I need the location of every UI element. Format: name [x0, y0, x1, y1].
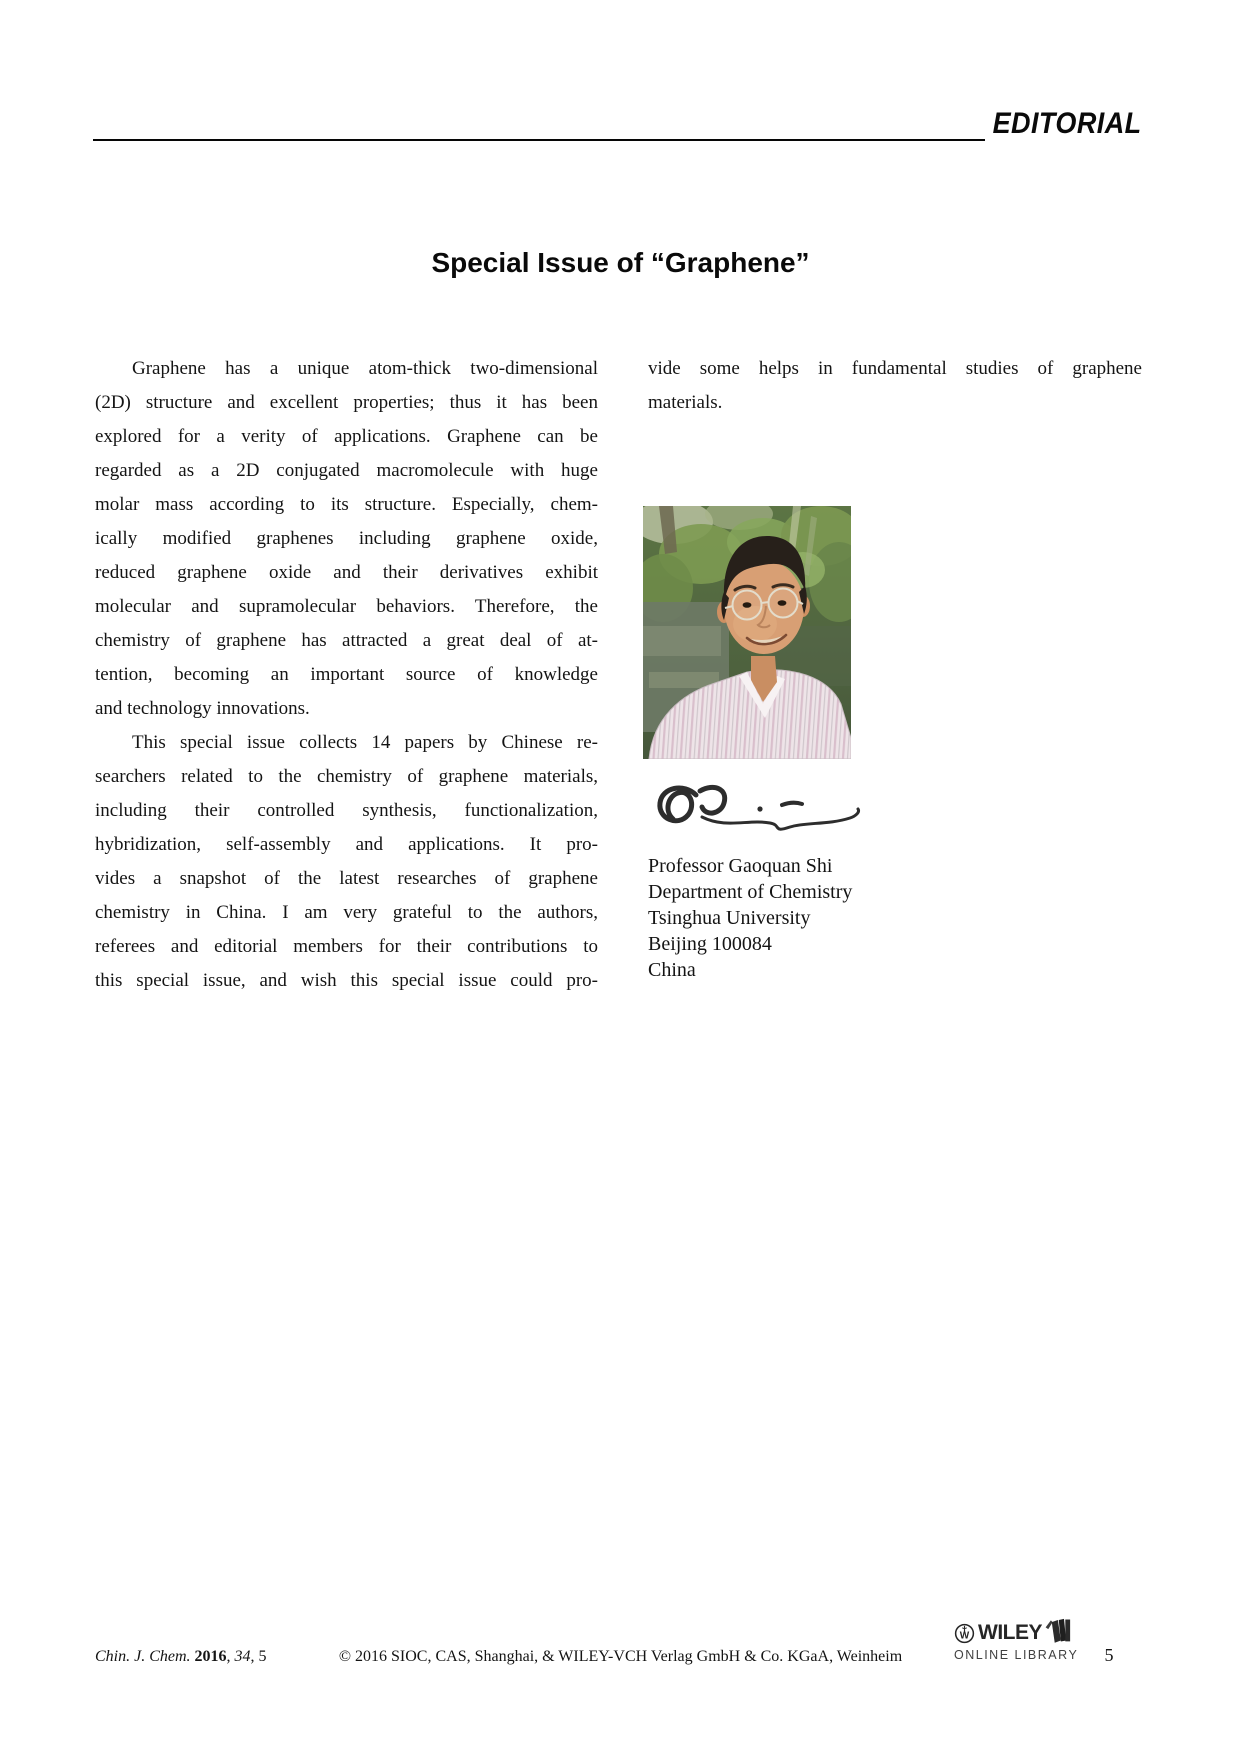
body-text-line: This special issue collects 14 papers by Chinese re- [132, 732, 598, 753]
body-text-line: (2D) structure and excellent properties; thus it has been [95, 392, 598, 413]
body-text-line: referees and editorial members for their contributions to [95, 936, 598, 957]
author-contact-line: Tsinghua University [648, 907, 811, 929]
citation-segment: 2016 [194, 1648, 227, 1665]
citation-segment: Chin. J. Chem. [95, 1648, 191, 1665]
right-text-column [648, 352, 1142, 420]
body-text-line: regarded as a 2D conjugated macromolecule with huge [95, 460, 598, 481]
body-text-line: reduced graphene oxide and their derivatives exhibit [95, 562, 598, 583]
book-stack-icon [1043, 1615, 1071, 1645]
body-text-line: molecular and supramolecular behaviors. Therefore, the [95, 596, 598, 617]
author-signature [644, 781, 894, 849]
body-text-line: and technology innovations. [95, 698, 310, 719]
article-title: Special Issue of “Graphene” [431, 247, 810, 278]
author-portrait-illustration [643, 506, 851, 759]
author-contact-line: Department of Chemistry [648, 881, 853, 903]
body-text-line: this special issue, and wish this special issue could pro- [95, 970, 598, 991]
body-text-line: vide some helps in fundamental studies of graphene [648, 358, 1142, 379]
body-text-line: vides a snapshot of the latest researches of graphene [95, 868, 598, 889]
body-text-line: materials. [648, 392, 723, 413]
left-text-column [95, 352, 598, 998]
citation-segment: 34 [234, 1648, 251, 1665]
body-text-line: chemistry of graphene has attracted a great deal of at- [95, 630, 598, 651]
citation-segment: , 5 [250, 1648, 267, 1665]
body-text-line: searchers related to the chemistry of graphene materials, [95, 766, 598, 787]
body-text-line: explored for a verity of applications. Graphene can be [95, 426, 598, 447]
header-rule [93, 139, 985, 141]
wiley-sub-text: ONLINE LIBRARY [954, 1648, 1079, 1662]
author-contact-line: China [648, 959, 696, 981]
wiley-brand-text: WILEY [978, 1621, 1042, 1644]
body-text-line: chemistry in China. I am very grateful to the authors, [95, 902, 598, 923]
wiley-brand-row [954, 1620, 1074, 1646]
editorial-label: EDITORIAL [992, 107, 1142, 140]
wiley-circle-w-icon [954, 1623, 975, 1644]
copyright-line: © 2016 SIOC, CAS, Shanghai, & WILEY-VCH Verlag GmbH & Co. KGaA, Weinheim [338, 1648, 903, 1665]
author-contact-line: Beijing 100084 [648, 933, 772, 955]
body-text-line: molar mass according to its structure. Especially, chem- [95, 494, 598, 515]
body-text-line: ically modified graphenes including graphene oxide, [95, 528, 598, 549]
citation-segment: , [226, 1648, 235, 1665]
author-contact-block [648, 853, 852, 983]
wiley-online-library-logo [954, 1620, 1079, 1662]
author-contact-line: Professor Gaoquan Shi [648, 855, 833, 877]
signature-illustration [644, 781, 894, 849]
svg-text:W: W [959, 1629, 970, 1641]
body-text-line: including their controlled synthesis, functionalization, [95, 800, 598, 821]
body-text-line: tention, becoming an important source of knowledge [95, 664, 598, 685]
page-number: 5 [1104, 1645, 1114, 1665]
body-text-line: Graphene has a unique atom-thick two-dimensional [132, 358, 598, 379]
body-text-line: hybridization, self-assembly and applications. It pro- [95, 834, 598, 855]
author-photo [643, 506, 851, 759]
